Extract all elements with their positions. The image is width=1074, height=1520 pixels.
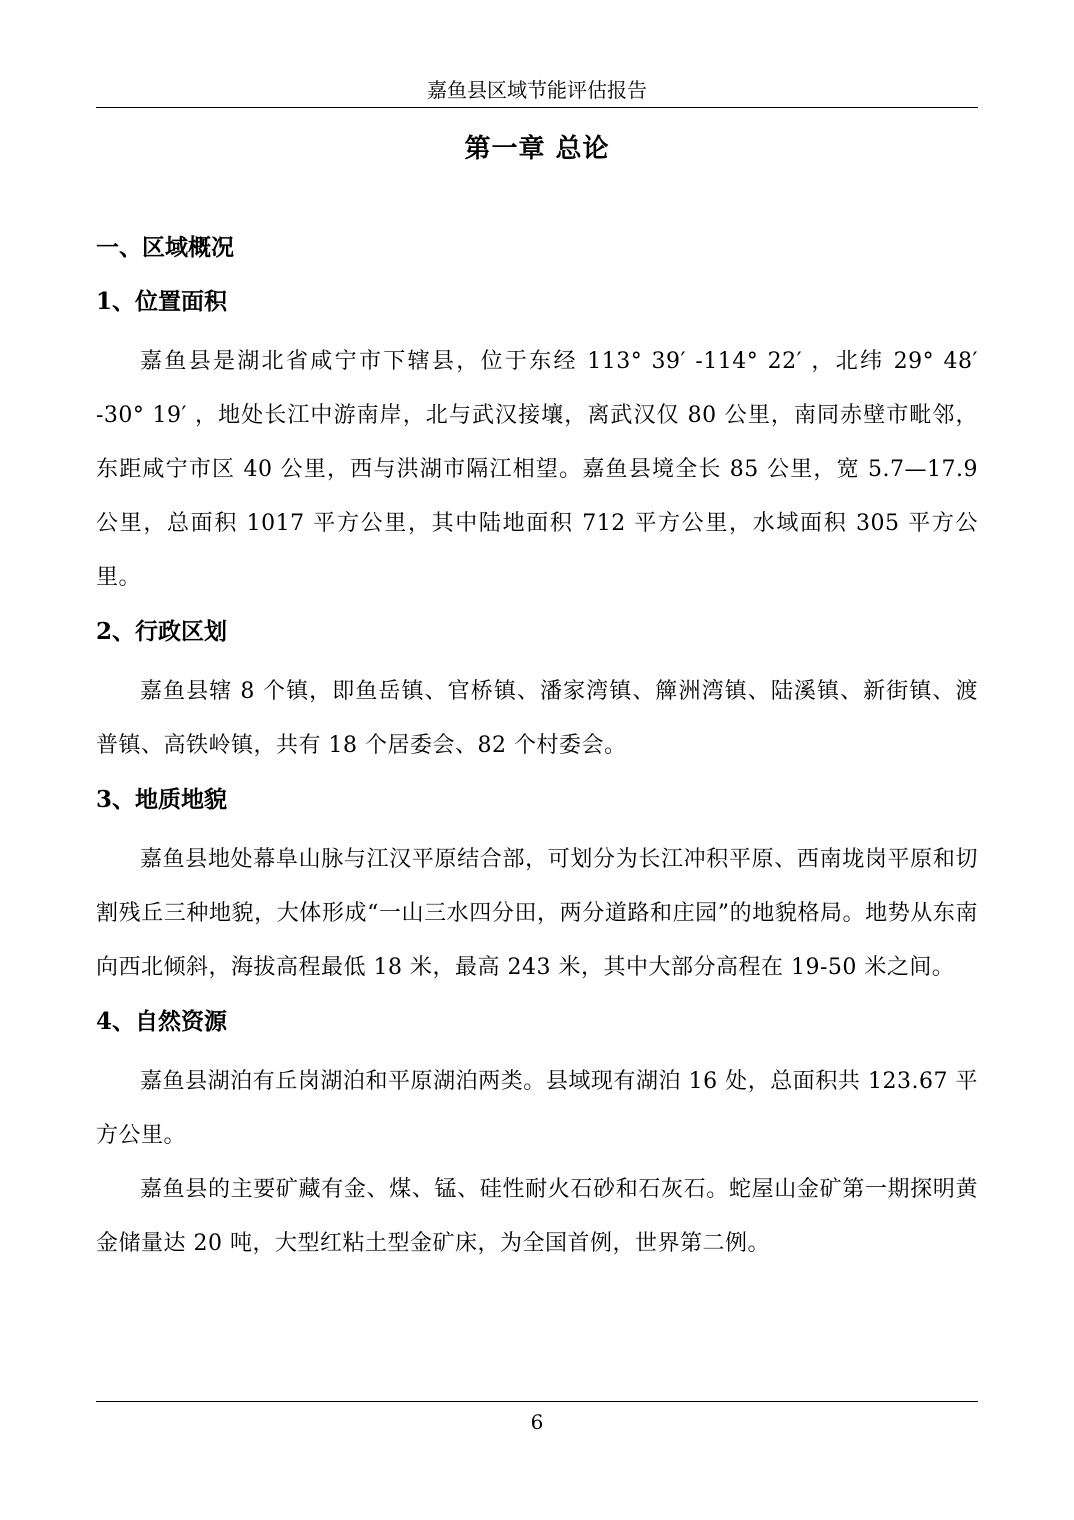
section-heading: 一、区域概况 [96,234,234,261]
running-header-title: 嘉鱼县区域节能评估报告 [427,78,647,102]
paragraph-geology: 嘉鱼县地处幕阜山脉与江汉平原结合部，可划分为长江冲积平原、西南垅岗平原和切割残丘三种地貌，大体形成“一山三水四分田，两分道路和庄园”的地貌格局。地势从东南向西北倾斜，海拔高程最低 18 米，最高 243 米，其中大部分高程在 19-50 米之间。 [96,847,978,980]
subsection-heading-administration: 2、行政区划 [96,618,228,645]
footer-divider [96,1401,978,1402]
header-divider [96,107,978,108]
subsection-heading-location: 1、位置面积 [96,288,228,315]
page-content [96,227,978,1271]
paragraph-administration: 嘉鱼县辖 8 个镇，即鱼岳镇、官桥镇、潘家湾镇、簰洲湾镇、陆溪镇、新街镇、渡普镇、高铁岭镇，共有 18 个居委会、82 个村委会。 [96,679,978,758]
paragraph-location: 嘉鱼县是湖北省咸宁市下辖县，位于东经 113° 39′ -114° 22′ ，北纬 29° 48′ -30° 19′ ，地处长江中游南岸，北与武汉接壤，离武汉仅 80 公里，南同赤壁市毗邻，东距咸宁市区 40 公里，西与洪湖市隔江相望。嘉鱼县境全长 85 公里，宽 5.7—17.9 公里，总面积 1017 平方公里，其中陆地面积 712 平方公里，水域面积 305 平方公里。 [96,349,978,590]
paragraph-lakes: 嘉鱼县湖泊有丘岗湖泊和平原湖泊两类。县域现有湖泊 16 处，总面积共 123.67 平方公里。 [96,1069,978,1148]
chapter-title: 第一章 总论 [464,134,610,164]
page-number: 6 [530,1410,544,1434]
subsection-heading-resources: 4、自然资源 [96,1008,228,1035]
paragraph-minerals: 嘉鱼县的主要矿藏有金、煤、锰、硅性耐火石砂和石灰石。蛇屋山金矿第一期探明黄金储量达 20 吨，大型红粘土型金矿床，为全国首例，世界第二例。 [96,1177,978,1256]
subsection-heading-geology: 3、地质地貌 [96,786,228,813]
